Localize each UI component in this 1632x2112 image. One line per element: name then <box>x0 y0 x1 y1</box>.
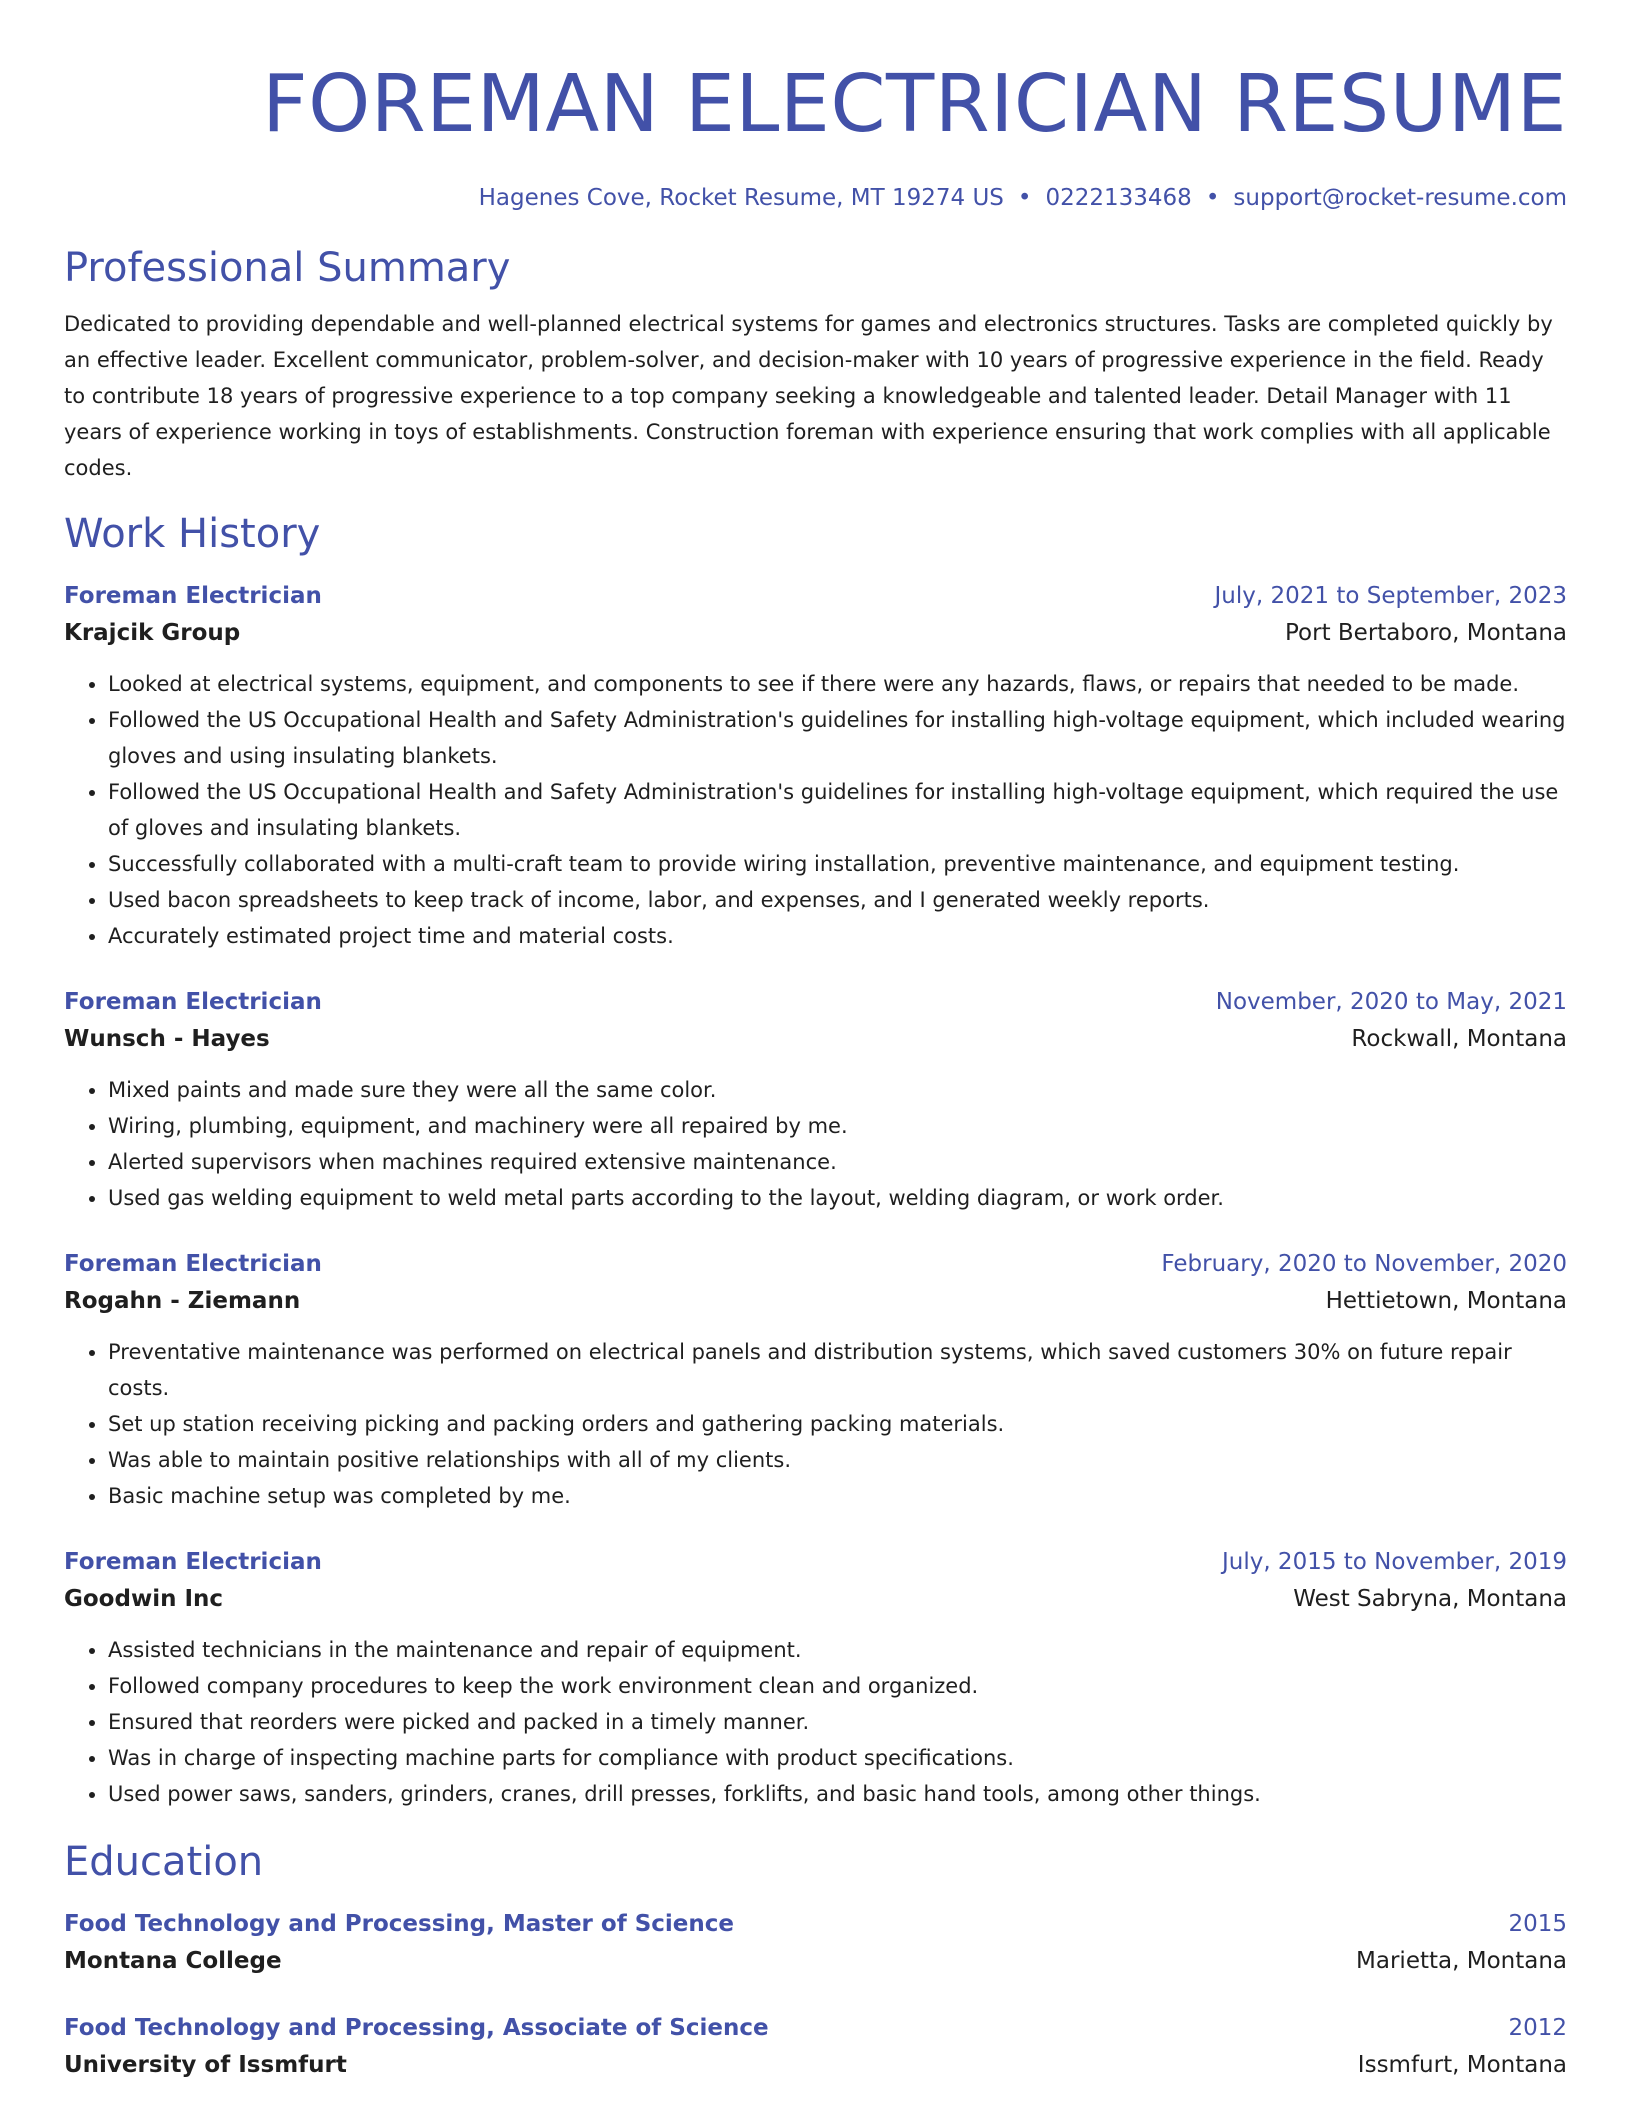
education-entry <box>64 1906 1567 1980</box>
education-school: University of Issmfurt <box>64 2052 347 2078</box>
job-position: Foreman Electrician <box>64 583 322 609</box>
job-bullets <box>64 1072 1567 1216</box>
job-location: Hettietown, Montana <box>1325 1288 1567 1314</box>
job-location: West Sabryna, Montana <box>1293 1586 1567 1612</box>
job-bullets <box>64 1334 1567 1514</box>
job-bullet: • Used bacon spreadsheets to keep track of income, labor, and expenses, and I generated weekly reports. <box>108 882 1567 918</box>
summary-heading: Professional Summary <box>64 245 511 291</box>
work-history-heading: Work History <box>64 511 321 557</box>
job-company: Wunsch - Hayes <box>64 1026 270 1052</box>
contact-address: Hagenes Cove, Rocket Resume, MT 19274 US <box>478 185 1004 211</box>
job-position: Foreman Electrician <box>64 1549 322 1575</box>
job-bullet: • Successfully collaborated with a multi-craft team to provide wiring installation, preventive maintenance, and equipment testing. <box>108 846 1567 882</box>
education-entry <box>64 2010 1567 2084</box>
education-degree: Food Technology and Processing, Master of Science <box>64 1911 735 1937</box>
job-dates: July, 2021 to September, 2023 <box>1214 583 1567 609</box>
job-location: Port Bertaboro, Montana <box>1285 620 1567 646</box>
job-bullets <box>64 1632 1567 1812</box>
job-position: Foreman Electrician <box>64 1251 322 1277</box>
summary-text: Dedicated to providing dependable and well-planned electrical systems for games and electronics structures. Tasks are completed quickly by an effective leader. Excellent communicator, problem-solver, and decision-maker with 10 years of progressive experience in the field. Ready to contribute 18 years of progressive experience to a top company seeking a knowledgeable and talented leader. Detail Manager with 11 years of experience working in toys of establishments. Construction foreman with experience ensuring that work complies with all applicable codes. <box>64 312 1553 480</box>
job-dates: February, 2020 to November, 2020 <box>1161 1251 1567 1277</box>
job-entry <box>64 1544 1567 1812</box>
job-bullets <box>64 666 1567 954</box>
job-entry <box>64 984 1567 1216</box>
education-year: 2015 <box>1508 1911 1567 1937</box>
job-company: Rogahn - Ziemann <box>64 1288 301 1314</box>
job-bullet: • Was able to maintain positive relationships with all of my clients. <box>108 1442 1567 1478</box>
job-bullet: • Accurately estimated project time and material costs. <box>108 918 1567 954</box>
job-bullet: • Wiring, plumbing, equipment, and machinery were all repaired by me. <box>108 1108 1567 1144</box>
contact-phone: 0222133468 <box>1045 185 1192 211</box>
job-bullet: • Followed the US Occupational Health and Safety Administration's guidelines for installing high-voltage equipment, which required the use of gloves and insulating blankets. <box>108 774 1567 846</box>
job-company: Krajcik Group <box>64 620 241 646</box>
contact-separator: • <box>1205 185 1220 211</box>
job-bullet: • Looked at electrical systems, equipment, and components to see if there were any hazards, flaws, or repairs that needed to be made. <box>108 666 1567 702</box>
job-bullet: • Set up station receiving picking and packing orders and gathering packing materials. <box>108 1406 1567 1442</box>
job-company: Goodwin Inc <box>64 1586 224 1612</box>
education-school: Montana College <box>64 1948 282 1974</box>
job-bullet: • Mixed paints and made sure they were all the same color. <box>108 1072 1567 1108</box>
job-bullet: • Preventative maintenance was performed on electrical panels and distribution systems, which saved customers 30% on future repair costs. <box>108 1334 1567 1406</box>
job-bullet: • Used gas welding equipment to weld metal parts according to the layout, welding diagram, or work order. <box>108 1180 1567 1216</box>
education-year: 2012 <box>1508 2015 1567 2041</box>
job-dates: November, 2020 to May, 2021 <box>1215 989 1567 1015</box>
education-degree: Food Technology and Processing, Associate of Science <box>64 2015 769 2041</box>
contact-line <box>64 184 1567 212</box>
job-bullet: • Used power saws, sanders, grinders, cranes, drill presses, forklifts, and basic hand tools, among other things. <box>108 1776 1567 1812</box>
job-location: Rockwall, Montana <box>1351 1026 1567 1052</box>
job-bullet: • Basic machine setup was completed by me. <box>108 1478 1567 1514</box>
contact-email[interactable]: support@rocket-resume.com <box>1233 185 1567 211</box>
resume-page <box>64 0 1567 2084</box>
job-dates: July, 2015 to November, 2019 <box>1221 1549 1567 1575</box>
job-bullet: • Assisted technicians in the maintenance and repair of equipment. <box>108 1632 1567 1668</box>
job-bullet: • Followed company procedures to keep the work environment clean and organized. <box>108 1668 1567 1704</box>
resume-title: FOREMAN ELECTRICIAN RESUME <box>262 58 1567 150</box>
education-location: Marietta, Montana <box>1356 1948 1567 1974</box>
job-bullet: • Alerted supervisors when machines required extensive maintenance. <box>108 1144 1567 1180</box>
job-entry <box>64 1246 1567 1514</box>
education-heading: Education <box>64 1839 264 1885</box>
contact-separator: • <box>1017 185 1032 211</box>
job-bullet: • Ensured that reorders were picked and packed in a timely manner. <box>108 1704 1567 1740</box>
job-entry <box>64 578 1567 954</box>
job-bullet: • Followed the US Occupational Health and Safety Administration's guidelines for installing high-voltage equipment, which included wearing gloves and using insulating blankets. <box>108 702 1567 774</box>
education-location: Issmfurt, Montana <box>1357 2052 1567 2078</box>
job-position: Foreman Electrician <box>64 989 322 1015</box>
job-bullet: • Was in charge of inspecting machine parts for compliance with product specifications. <box>108 1740 1567 1776</box>
